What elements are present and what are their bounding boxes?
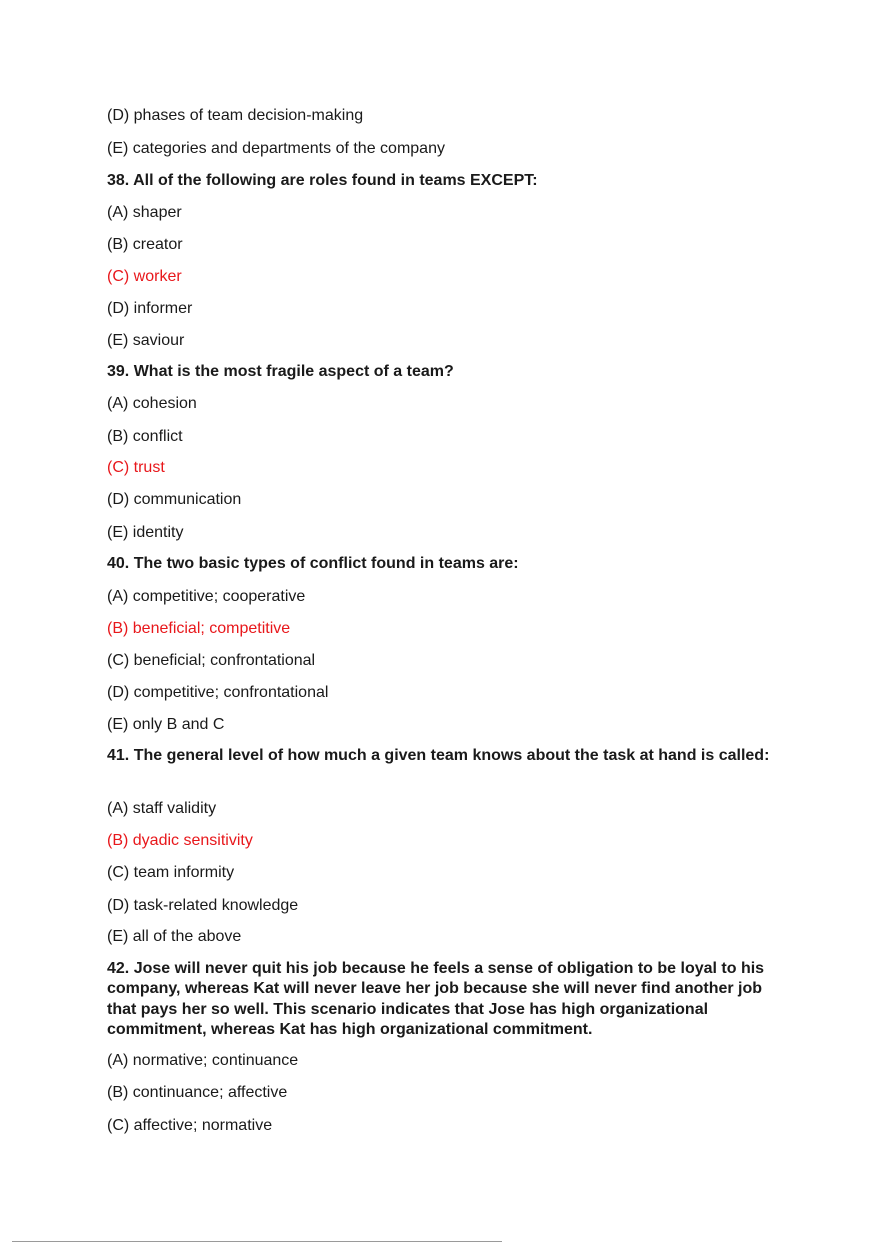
option-d-q40: (D) competitive; confrontational bbox=[107, 684, 329, 701]
option-e-q39: (E) identity bbox=[107, 524, 184, 541]
question-42: 42. Jose will never quit his job because he feels a sense of obligation to be loyal to his company, whereas Kat will never leave her job because she will never find another job that pays her so well. This scenario indicates that Jose has high organizational commitment, whereas Kat has high organizational commitment. bbox=[107, 960, 765, 1038]
question-39: 39. What is the most fragile aspect of a team? bbox=[107, 363, 454, 380]
option-a-q40: (A) competitive; cooperative bbox=[107, 588, 306, 605]
answer-option-c-q39: (C) trust bbox=[107, 459, 165, 476]
question-38: 38. All of the following are roles found in teams EXCEPT: bbox=[107, 172, 538, 189]
answer-option-b-q41: (B) dyadic sensitivity bbox=[107, 832, 253, 849]
option-a-q39: (A) cohesion bbox=[107, 395, 197, 412]
option-a-q42: (A) normative; continuance bbox=[107, 1052, 299, 1069]
answer-option-c-q38: (C) worker bbox=[107, 268, 182, 285]
option-c-q42: (C) affective; normative bbox=[107, 1117, 273, 1134]
option-a-q38: (A) shaper bbox=[107, 204, 182, 221]
option-c-q41: (C) team informity bbox=[107, 864, 235, 881]
option-d-q38: (D) informer bbox=[107, 300, 193, 317]
option-e-q37: (E) categories and departments of the company bbox=[107, 140, 445, 157]
option-d-q41: (D) task-related knowledge bbox=[107, 897, 299, 914]
option-e-q41: (E) all of the above bbox=[107, 928, 242, 945]
option-d-q37: (D) phases of team decision-making bbox=[107, 107, 364, 124]
option-a-q41: (A) staff validity bbox=[107, 800, 217, 817]
option-d-q39: (D) communication bbox=[107, 491, 242, 508]
answer-option-b-q40: (B) beneficial; competitive bbox=[107, 620, 291, 637]
option-b-q39: (B) conflict bbox=[107, 428, 183, 445]
option-b-q38: (B) creator bbox=[107, 236, 183, 253]
option-e-q38: (E) saviour bbox=[107, 332, 185, 349]
question-40: 40. The two basic types of conflict found in teams are: bbox=[107, 555, 519, 572]
question-41: 41. The general level of how much a given team knows about the task at hand is called: bbox=[107, 747, 770, 764]
option-b-q42: (B) continuance; affective bbox=[107, 1084, 288, 1101]
option-e-q40: (E) only B and C bbox=[107, 716, 225, 733]
footer-rule bbox=[12, 1241, 502, 1242]
option-c-q40: (C) beneficial; confrontational bbox=[107, 652, 316, 669]
